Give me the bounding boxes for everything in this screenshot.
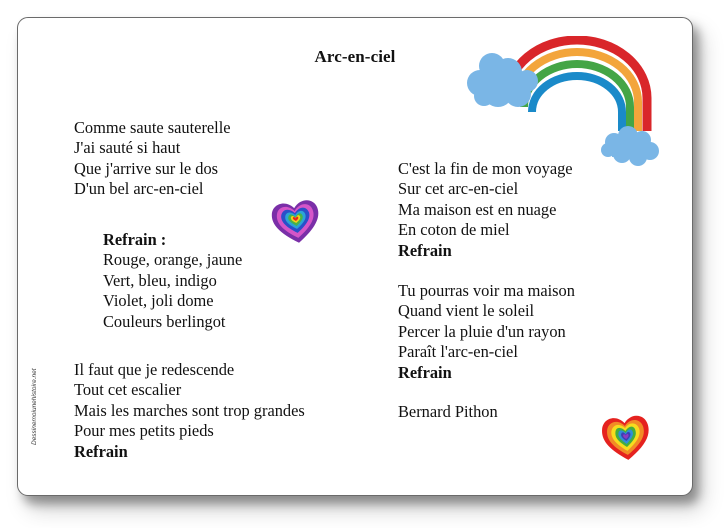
poem-line: Comme saute sauterelle (74, 118, 231, 137)
refrain-label: Refrain (398, 362, 452, 382)
refrain-heading: Refrain : (103, 230, 167, 249)
poem-line: Quand vient le soleil (398, 301, 535, 321)
refrain-label: Refrain (398, 240, 452, 260)
poem-line: Paraît l'arc-en-ciel (398, 342, 518, 362)
refrain-block (103, 230, 242, 332)
poem-line: Vert, bleu, indigo (103, 270, 217, 290)
rainbow-with-clouds-icon (462, 36, 667, 171)
poem-line: Violet, joli dome (103, 291, 214, 311)
rainbow-heart-purple-outer-icon (268, 195, 324, 247)
poem-line: Il faut que je redescende (74, 360, 235, 379)
poem-line: Percer la pluie d'un rayon (398, 321, 566, 341)
poem-line: C'est la fin de mon voyage (398, 159, 573, 178)
poem-line: Ma maison est en nuage (398, 199, 557, 219)
stanza-2 (74, 360, 305, 462)
poem-line: En coton de miel (398, 220, 510, 240)
stanza-1 (74, 118, 231, 200)
author-name: Bernard Pithon (398, 402, 498, 421)
rainbow-heart-red-outer-icon (598, 410, 654, 464)
poem-line: Pour mes petits pieds (74, 421, 214, 441)
stanza-4 (398, 281, 575, 383)
poem-line: Que j'arrive sur le dos (74, 158, 219, 178)
poem-title: Arc-en-ciel (314, 47, 396, 66)
source-watermark: Dessinemoiunehistoire.net (31, 368, 38, 445)
stanza-3 (398, 159, 573, 261)
poem-line: Tu pourras voir ma maison (398, 281, 575, 300)
poem-line: Rouge, orange, jaune (103, 250, 243, 270)
poem-line: J'ai sauté si haut (74, 138, 181, 158)
poem-line: D'un bel arc-en-ciel (74, 179, 204, 199)
author (398, 402, 498, 422)
refrain-label: Refrain (74, 441, 128, 461)
poem-line: Couleurs berlingot (103, 311, 226, 331)
poem-line: Sur cet arc-en-ciel (398, 179, 519, 199)
poem-line: Tout cet escalier (74, 380, 182, 400)
poem-line: Mais les marches sont trop grandes (74, 400, 305, 420)
